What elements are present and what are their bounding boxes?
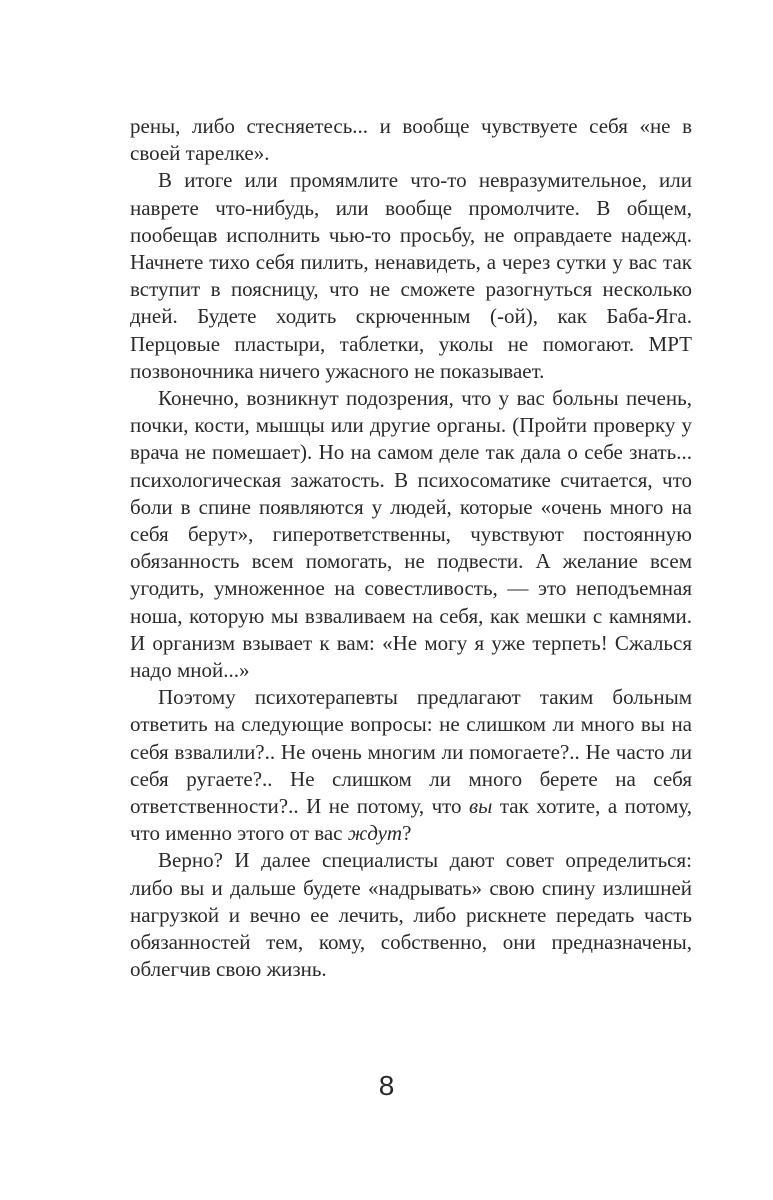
page-number: 8 (378, 1070, 395, 1101)
paragraph-4-text-c: ? (402, 821, 412, 846)
body-text (130, 113, 692, 984)
paragraph-4-text-b: так хотите, а потому, что именно этого от вас (130, 794, 692, 846)
paragraph-1: рены, либо стесняетесь... и вообще чувствуете себя «не в своей тарелке». (130, 114, 692, 166)
paragraph-4 (130, 684, 692, 847)
paragraph-5: Верно? И далее специалисты дают совет определиться: либо вы и дальше будете «надрывать» свою спину излишней нагрузкой и вечно ее лечить, либо рискнете передать часть обязанностей тем, кому, собственно, они предназначены, облегчив свою жизнь. (130, 848, 692, 982)
paragraph-3: Конечно, возникнут подозрения, что у вас больны печень, почки, кости, мышцы или другие органы. (Пройти проверку у врача не помешает). Но на самом деле так дала о себе знать... психологическая зажатость. В психосоматике считается, что боли в спине появляются у людей, которые «очень много на себя берут», гиперответственны, чувствуют постоянную обязанность всем помогать, не подвести. А желание всем угодить, умноженное на совестливость, — это неподъемная ноша, которую мы взваливаем на себя, как мешки с камнями. И организм взывает к вам: «Не могу я уже терпеть! Сжалься надо мной...» (130, 386, 692, 683)
paragraph-4-text-a: Поэтому психотерапевты предлагают таким больным ответить на следующие вопросы: не слишком ли много вы на себя взвалили?.. Не очень многим ли помогаете?.. Не часто ли себя ругаете?.. Не слишком ли много берете на себя ответственности?.. И не потому, что (130, 685, 692, 819)
paragraph-2: В итоге или промямлите что-то невразумительное, или наврете что-нибудь, или вообще промолчите. В общем, пообещав исполнить чью-то просьбу, не оправдаете надежд. Начнете тихо себя пилить, ненавидеть, а через сутки у вас так вступит в поясницу, что не сможете разогнуться несколько дней. Будете ходить скрюченным (-ой), как Баба-Яга. Перцовые пластыри, таблетки, уколы не помогают. МРТ позвоночника ничего ужасного не показывает. (130, 168, 692, 383)
italic-word-vy: вы (469, 794, 493, 819)
italic-word-zhdut: ждут (347, 821, 403, 846)
